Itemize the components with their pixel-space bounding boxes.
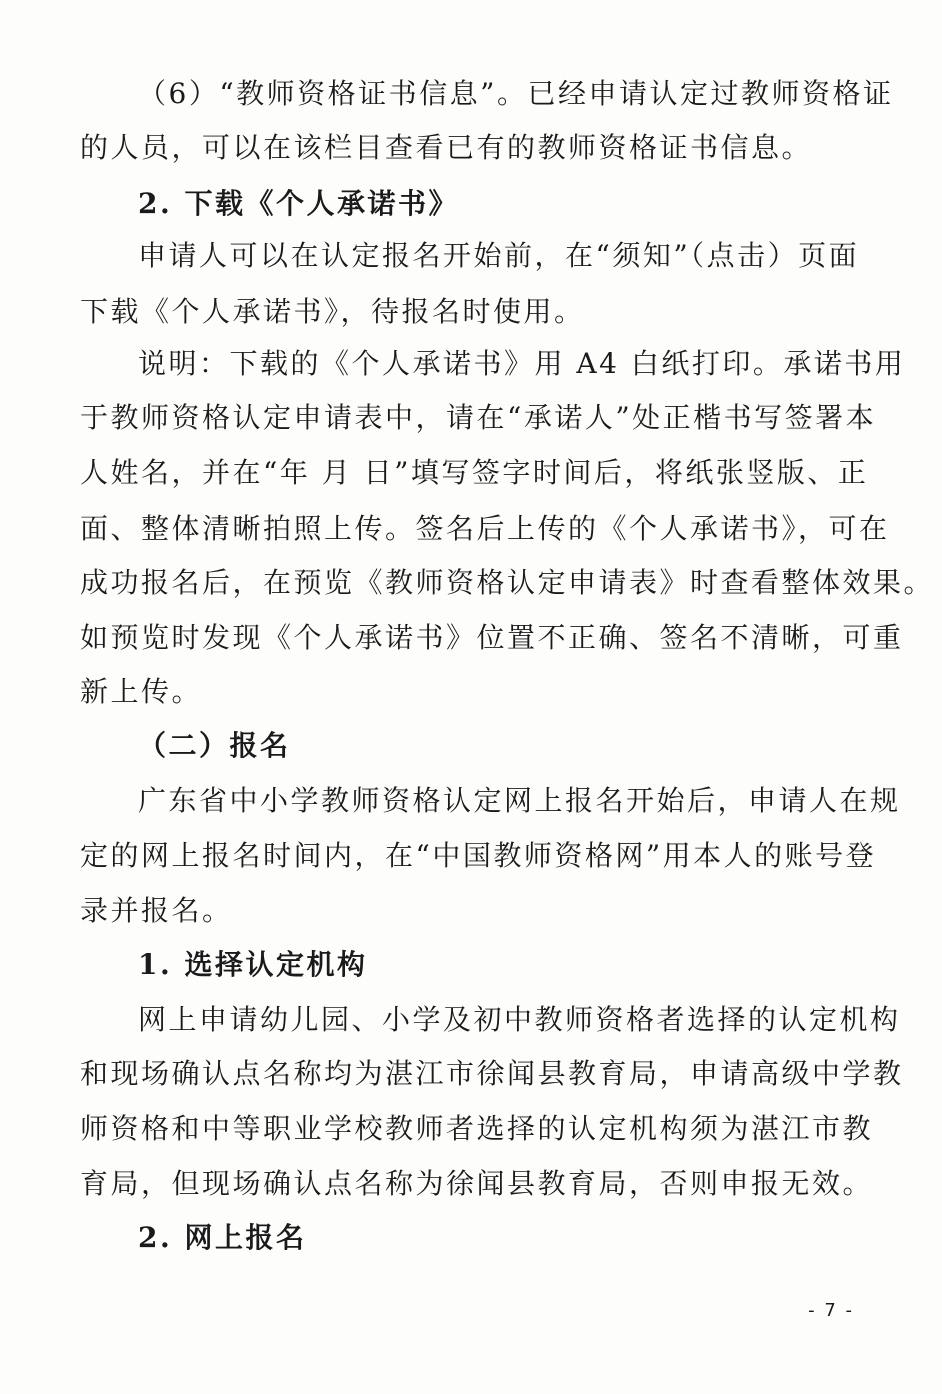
section-heading: 2. 下载《个人承诺书》 <box>138 187 459 220</box>
paragraph-line: 网上申请幼儿园、小学及初中教师资格者选择的认定机构 <box>138 1003 901 1036</box>
section-heading: 1. 选择认定机构 <box>138 948 368 981</box>
paragraph-line: 说明：下载的《个人承诺书》用 A4 白纸打印。承诺书用 <box>138 347 906 380</box>
paragraph-line: 人姓名，并在“年 月 日”填写签字时间后，将纸张竖版、正 <box>80 456 869 489</box>
paragraph-line: 育局，但现场确认点名称为徐闻县教育局，否则申报无效。 <box>80 1167 874 1200</box>
paragraph-line: 广东省中小学教师资格认定网上报名开始后，申请人在规 <box>138 784 901 817</box>
paragraph-line: 师资格和中等职业学校教师者选择的认定机构须为湛江市教 <box>80 1112 874 1145</box>
paragraph-line: 下载《个人承诺书》，待报名时使用。 <box>80 295 585 328</box>
paragraph-line: 定的网上报名时间内，在“中国教师资格网”用本人的账号登 <box>80 839 877 872</box>
section-heading: （二）报名 <box>138 729 291 762</box>
paragraph-line: 成功报名后，在预览《教师资格认定申请表》时查看整体效果。 <box>80 566 935 599</box>
paragraph-line: 的人员，可以在该栏目查看已有的教师资格证书信息。 <box>80 131 813 164</box>
paragraph-line: 和现场确认点名称均为湛江市徐闻县教育局，申请高级中学教 <box>80 1057 904 1090</box>
paragraph-line: 申请人可以在认定报名开始前，在“须知”（点击）页面 <box>138 239 860 272</box>
page-number: - 7 - <box>808 1300 854 1321</box>
section-heading: 2. 网上报名 <box>138 1221 307 1254</box>
paragraph-line: 新上传。 <box>80 675 203 708</box>
paragraph-line: 录并报名。 <box>80 894 233 927</box>
paragraph-line: （6）“教师资格证书信息”。已经申请认定过教师资格证 <box>138 77 894 110</box>
paragraph-line: 面、整体清晰拍照上传。签名后上传的《个人承诺书》，可在 <box>80 512 890 545</box>
paragraph-line: 如预览时发现《个人承诺书》位置不正确、签名不清晰，可重 <box>80 621 904 654</box>
paragraph-line: 于教师资格认定申请表中，请在“承诺人”处正楷书写签署本 <box>80 401 877 434</box>
